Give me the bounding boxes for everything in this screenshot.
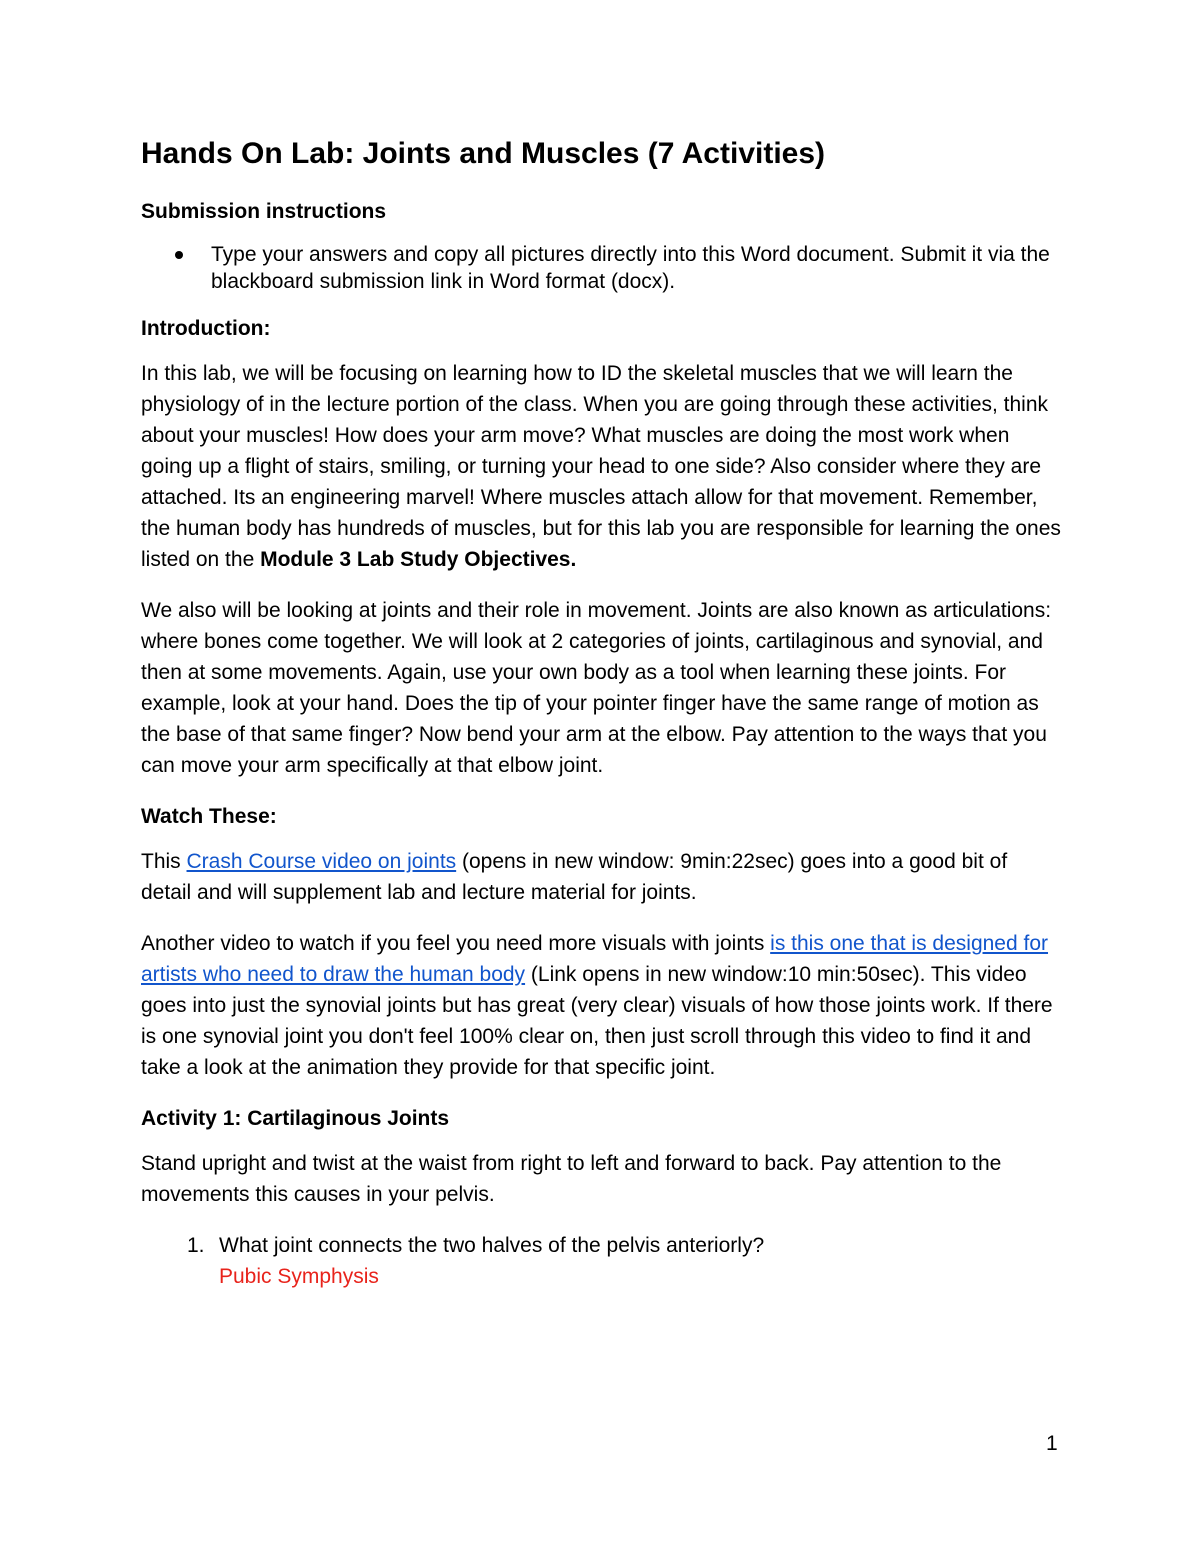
bullet-icon	[175, 251, 183, 259]
paragraph-text: (opens in new window: 9min:22sec) goes into a good bit of detail and will supplement lab and lecture material for joints.	[141, 850, 1008, 904]
list-item	[141, 241, 1061, 295]
study-objectives-bold: Module 3 Lab Study Objectives.	[260, 548, 577, 571]
crash-course-video-link[interactable]: Crash Course video on joints	[186, 850, 457, 873]
submission-list	[141, 241, 1061, 295]
activity-1-intro: Stand upright and twist at the waist from right to left and forward to back. Pay attention to the movements this causes in your pelvis.	[141, 1152, 1002, 1206]
paragraph-text: This	[141, 850, 187, 873]
paragraph-text: (Link opens in new window:10 min:50sec). This video goes into just the synovial joints but has great (very clear) visuals of how those joints work. If there is one synovial joint you don't feel 100% clear on, then just scroll through this video to find it and take a look at the animation they provide for that specific joint.	[141, 963, 1053, 1079]
introduction-paragraph-1	[141, 358, 1061, 575]
watch-heading: Watch These:	[141, 805, 277, 828]
list-item	[141, 1230, 1061, 1292]
watch-paragraph-1	[141, 846, 1061, 908]
activity-1-heading: Activity 1: Cartilaginous Joints	[141, 1107, 450, 1130]
paragraph-text: Another video to watch if you feel you need more visuals with joints	[141, 932, 771, 955]
document-page	[141, 136, 1061, 1292]
question-text: What joint connects the two halves of the pelvis anteriorly?	[219, 1234, 765, 1257]
document-title: Hands On Lab: Joints and Muscles (7 Activities)	[141, 137, 826, 170]
paragraph-text: In this lab, we will be focusing on learning how to ID the skeletal muscles that we will learn the physiology of in the lecture portion of the class. When you are going through these activities, think about your muscles! How does your arm move? What muscles are doing the most work when going up a flight of stairs, smiling, or turning your head to one side? Also consider where they are attached. Its an engineering marvel! Where muscles attach allow for that movement. Remember, the human body has hundreds of muscles, but for this lab you are responsible for learning the ones listed on the	[141, 362, 1061, 571]
activity-1-questions	[141, 1230, 1061, 1292]
answer-text: Pubic Symphysis	[219, 1265, 379, 1288]
watch-paragraph-2	[141, 928, 1061, 1083]
question-number: 1.	[187, 1234, 205, 1257]
introduction-heading: Introduction:	[141, 317, 271, 340]
artists-video-link[interactable]: is this one that is designed for artists who need to draw the human body	[141, 932, 1049, 986]
bullet-text: Type your answers and copy all pictures directly into this Word document. Submit it via the blackboard submission link in Word format (docx).	[211, 243, 1050, 293]
submission-heading: Submission instructions	[141, 200, 387, 223]
page-number: 1	[1046, 1432, 1058, 1455]
introduction-paragraph-2: We also will be looking at joints and their role in movement. Joints are also known as articulations: where bones come together. We will look at 2 categories of joints, cartilaginous and synovial, and then at some movements. Again, use your own body as a tool when learning these joints. For example, look at your hand. Does the tip of your pointer finger have the same range of motion as the base of that same finger? Now bend your arm at the elbow. Pay attention to the ways that you can move your arm specifically at that elbow joint.	[141, 599, 1052, 777]
